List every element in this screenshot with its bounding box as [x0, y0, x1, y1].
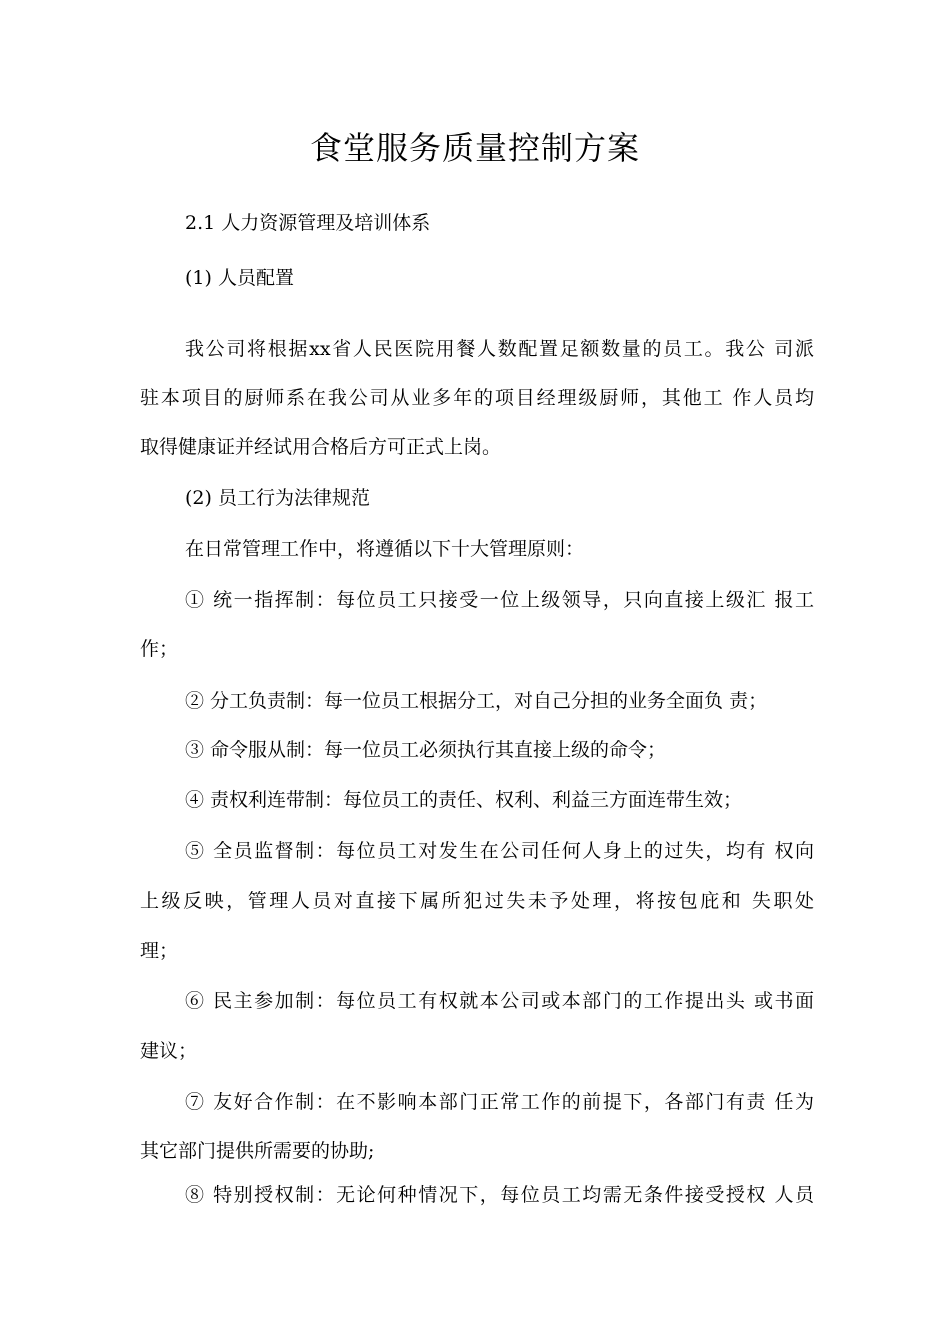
list-item: ⑦ 友好合作制：在不影响本部门正常工作的前提下，各部门有责 任为	[185, 1091, 814, 1113]
list-item: ⑤ 全员监督制：每位员工对发生在公司任何人身上的过失，均有 权向	[185, 840, 814, 862]
paragraph-line: 在日常管理工作中，将遵循以下十大管理原则：	[185, 538, 585, 560]
list-item: ① 统一指挥制：每位员工只接受一位上级领导，只向直接上级汇 报工	[185, 589, 814, 611]
list-item: ② 分工负责制：每一位员工根据分工，对自己分担的业务全面负 责；	[185, 690, 768, 712]
list-item-continuation: 其它部门提供所需要的协助;	[140, 1140, 375, 1162]
list-item-continuation: 理；	[140, 940, 179, 962]
paragraph-line: 我公司将根据xx省人民医院用餐人数配置足额数量的员工。我公 司派	[185, 338, 814, 360]
paragraph-line: 取得健康证并经试用合格后方可正式上岗。	[140, 436, 502, 458]
subsection-heading: (2) 员工行为法律规范	[185, 487, 370, 509]
document-title: 食堂服务质量控制方案	[309, 129, 640, 167]
paragraph-line: 驻本项目的厨师系在我公司从业多年的项目经理级厨师，其他工 作人员均	[140, 387, 814, 409]
list-item: ③ 命令服从制：每一位员工必须执行其直接上级的命令；	[185, 739, 667, 761]
list-item-continuation: 上级反映，管理人员对直接下属所犯过失未予处理，将按包庇和 失职处	[140, 890, 814, 912]
list-item: ④ 责权利连带制：每位员工的责任、权利、利益三方面连带生效；	[185, 789, 743, 811]
subsection-heading: (1) 人员配置	[185, 267, 294, 289]
list-item: ⑧ 特别授权制：无论何种情况下，每位员工均需无条件接受授权 人员	[185, 1184, 814, 1206]
section-heading: 2.1 人力资源管理及培训体系	[185, 212, 431, 234]
list-item-continuation: 建议；	[140, 1040, 198, 1062]
list-item: ⑥ 民主参加制：每位员工有权就本公司或本部门的工作提出头 或书面	[185, 990, 814, 1012]
list-item-continuation: 作；	[140, 638, 179, 660]
